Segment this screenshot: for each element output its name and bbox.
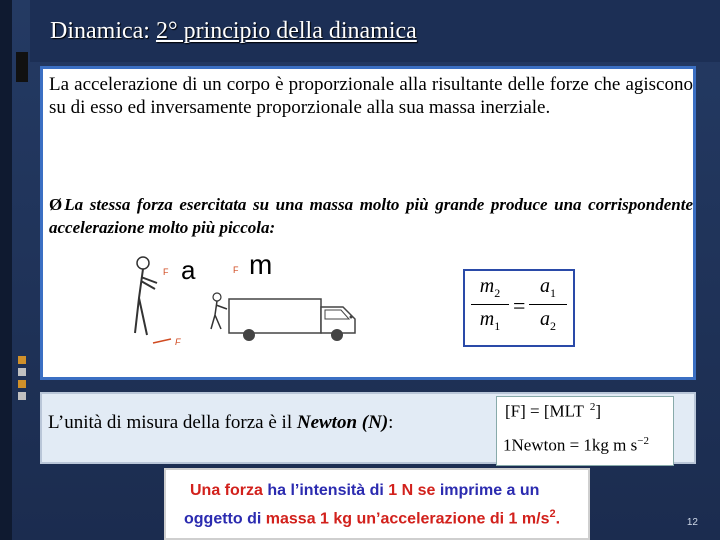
definition-line-2 bbox=[184, 508, 560, 528]
decoration-square bbox=[18, 356, 26, 364]
definition-one-newton: 1 N se bbox=[388, 482, 436, 499]
definition-exponent: 2 bbox=[549, 508, 556, 520]
bullet-text: La stessa forza esercitata su una massa molto più grande produce una corrispondente accelerazione molto più piccola: bbox=[49, 195, 693, 237]
definition-object: oggetto di bbox=[184, 510, 266, 528]
force-label-small: F bbox=[175, 337, 181, 347]
force-label-a: F bbox=[163, 267, 169, 277]
decoration-square bbox=[18, 380, 26, 388]
mass-label: m bbox=[249, 249, 273, 280]
unit-text-before: L’unità di misura della forza è il bbox=[48, 412, 297, 433]
page-number: 12 bbox=[686, 517, 698, 528]
unit-text-after: : bbox=[388, 412, 394, 433]
title-prefix: Dinamica: bbox=[50, 18, 150, 44]
formula-a1-sub: 1 bbox=[550, 286, 556, 300]
left-strip bbox=[0, 0, 12, 540]
newton-definition-exponent: −2 bbox=[637, 435, 649, 447]
definition-intensity: ha l’intensità di bbox=[262, 482, 389, 499]
title-underlined: 2° principio della dinamica bbox=[155, 18, 417, 44]
newton-definition-line bbox=[503, 435, 649, 456]
definition-line-1 bbox=[190, 482, 539, 500]
mass-acceleration-formula bbox=[463, 269, 575, 347]
dimension-text: [F] = [MLT bbox=[505, 401, 584, 421]
formula-m1-sub: 1 bbox=[494, 319, 501, 333]
dimension-close: ] bbox=[595, 401, 602, 421]
formula-m2-sub: 2 bbox=[494, 286, 501, 300]
definition-imprime: imprime a un bbox=[435, 482, 540, 499]
definition-mass-accel: massa 1 kg un’accelerazione di 1 m/s bbox=[265, 510, 550, 528]
dimension-formula-box bbox=[496, 396, 674, 466]
newton-label: Newton (N) bbox=[296, 412, 389, 433]
acceleration-fraction bbox=[529, 275, 567, 334]
bullet-arrow-icon: Ø bbox=[49, 195, 63, 214]
dimension-exponent: 2 bbox=[589, 401, 596, 413]
formula-a2-sub: 2 bbox=[550, 319, 556, 333]
dimension-line bbox=[505, 401, 601, 422]
acceleration-label: a bbox=[181, 255, 196, 285]
main-content-box bbox=[40, 66, 696, 380]
fraction-line bbox=[471, 304, 509, 305]
fraction-line bbox=[529, 304, 567, 305]
formula-a1: a bbox=[540, 275, 550, 297]
formula-m2: m bbox=[479, 275, 495, 297]
bullet-paragraph bbox=[49, 193, 693, 239]
decoration-square bbox=[18, 392, 26, 400]
formula-equals: = bbox=[513, 293, 526, 318]
definition-paragraph: La accelerazione di un corpo è proporzionale alla risultante delle forze che agiscono su di esso ed inversamente proporzionale alla sua massa inerziale. bbox=[49, 74, 693, 118]
formula-a2: a bbox=[540, 308, 550, 330]
decoration-square bbox=[18, 368, 26, 376]
newton-definition-text: 1Newton = 1kg m s bbox=[503, 435, 638, 455]
force-label-m: F bbox=[233, 265, 239, 275]
unit-text bbox=[48, 412, 393, 434]
left-block-decoration bbox=[16, 52, 28, 82]
definition-period: . bbox=[555, 510, 561, 528]
definition-box bbox=[164, 468, 590, 540]
illustration-figures bbox=[125, 249, 375, 353]
slide-title bbox=[50, 18, 417, 45]
mass-fraction bbox=[471, 275, 509, 334]
formula-m1: m bbox=[479, 308, 495, 330]
definition-force: Una forza bbox=[190, 482, 263, 499]
